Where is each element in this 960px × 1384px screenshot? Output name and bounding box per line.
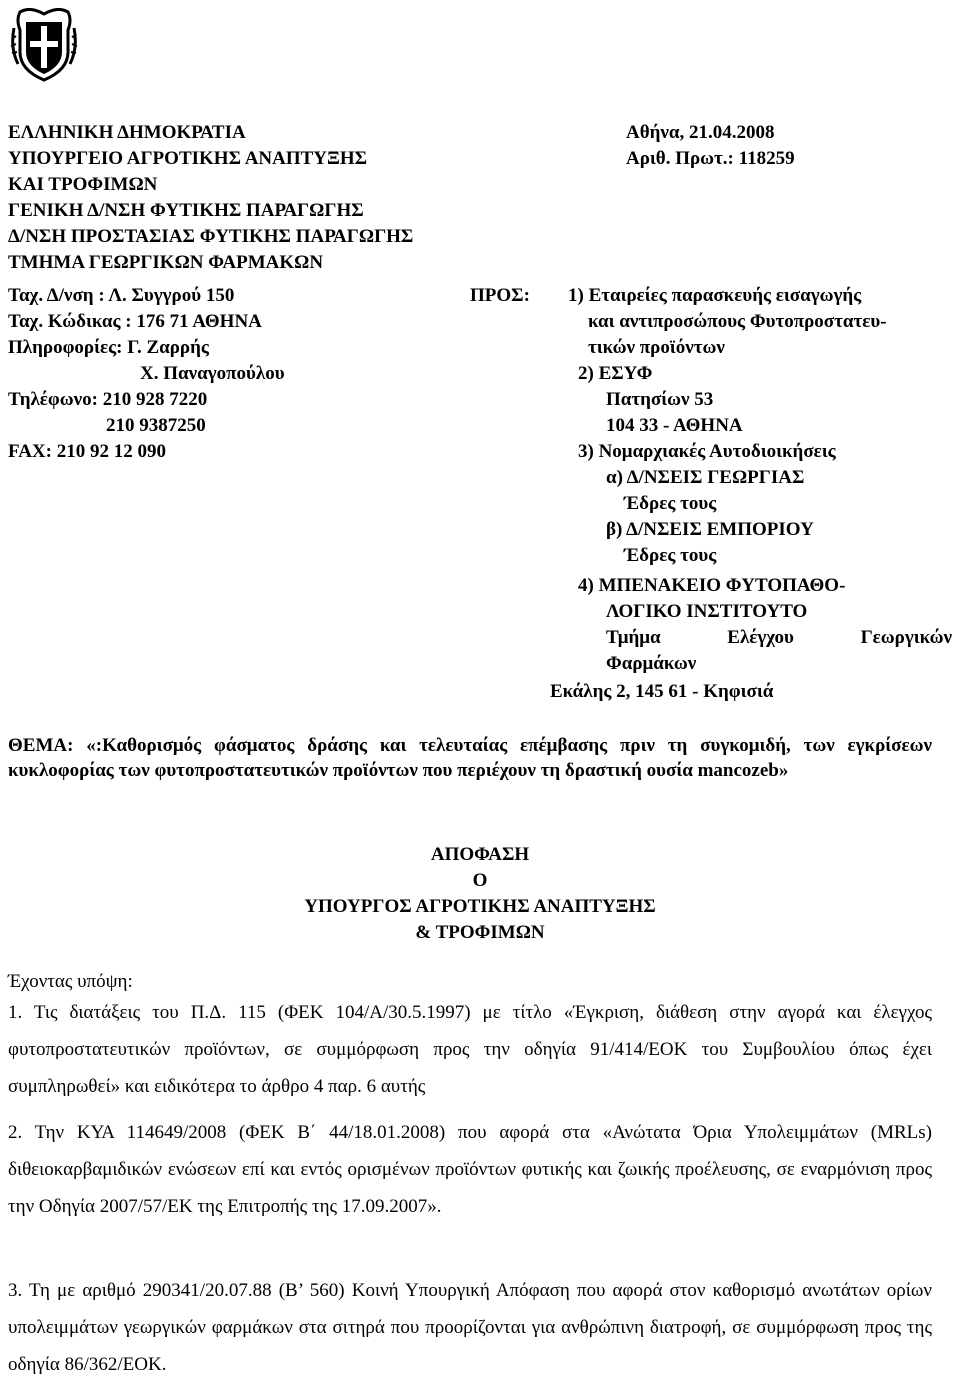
sender-line-11: Τηλέφωνο: 210 928 7220: [8, 389, 208, 410]
sender-line-2: ΥΠΟΥΡΓΕΙΟ ΑΓΡΟΤΙΚΗΣ ΑΝΑΠΤΥΞΗΣ: [8, 148, 368, 169]
recipient-line-15: Φαρμάκων: [606, 653, 697, 674]
recipient-line-1: 1) Εταιρείες παρασκευής εισαγωγής: [568, 285, 862, 306]
recipient-line-9: Έδρες τους: [624, 493, 717, 514]
sender-line-3: ΚΑΙ ΤΡΟΦΙΜΩΝ: [8, 174, 158, 195]
recipient-line-2: και αντιπροσώπους Φυτοπροστατευ-: [588, 311, 887, 332]
recipient-line-4: 2) ΕΣΥΦ: [578, 363, 653, 384]
date-line: Αθήνα, 21.04.2008: [626, 122, 775, 143]
sender-line-6: ΤΜΗΜΑ ΓΕΩΡΓΙΚΩΝ ΦΑΡΜΑΚΩΝ: [8, 252, 324, 273]
recipient-line-13: ΛΟΓΙΚΟ ΙΝΣΤΙΤΟΥΤΟ: [606, 601, 808, 622]
sender-line-13: FAX: 210 92 12 090: [8, 441, 166, 462]
recipient-line-11: Έδρες τους: [624, 545, 717, 566]
consideration-item-3: 3. Τη με αριθμό 290341/20.07.88 (Β’ 560) Κοινή Υπουργική Απόφαση που αφορά στον καθορισμό ανωτάτων ορίων υπολειμμάτων γεωργικών φαρμάκων στα σιτηρά που προορίζονται για ανθρώπινη διατροφή, σε συμμόρφωση προς της οδηγία 86/362/ΕΟΚ.: [8, 1280, 932, 1375]
decision-line-1: ΑΠΟΦΑΣΗ: [430, 844, 530, 865]
consideration-item-1: 1. Τις διατάξεις του Π.Δ. 115 (ΦΕΚ 104/Α/30.5.1997) με τίτλο «Έγκριση, διάθεση στην αγορά και έλεγχος φυτοπροστατευτικών προϊόντων, σε συμμόρφωση προς την οδηγία 91/414/ΕΟΚ του Συμβουλίου όπως έχει συμπληρωθεί» και ειδικότερα το άρθρο 4 παρ. 6 αυτής: [8, 1002, 932, 1097]
sender-line-5: Δ/ΝΣΗ ΠΡΟΣΤΑΣΙΑΣ ΦΥΤΙΚΗΣ ΠΑΡΑΓΩΓΗΣ: [8, 226, 414, 247]
recipient-line-7: 3) Νομαρχιακές Αυτοδιοικήσεις: [578, 441, 836, 462]
decision-line-4: & ΤΡΟΦΙΜΩΝ: [415, 922, 545, 943]
greek-coat-of-arms-icon: [10, 8, 78, 82]
protocol-line: Αριθ. Πρωτ.: 118259: [626, 148, 795, 169]
sender-line-1: ΕΛΛΗΝΙΚΗ ΔΗΜΟΚΡΑΤΙΑ: [8, 122, 246, 143]
considering-label: Έχοντας υπόψη:: [8, 971, 133, 992]
recipient-line-10: β) Δ/ΝΣΕΙΣ ΕΜΠΟΡΙΟΥ: [606, 519, 814, 540]
sender-line-12: 210 9387250: [106, 415, 206, 436]
sender-line-9: Πληροφορίες: Γ. Ζαρρής: [8, 337, 209, 358]
recipient-line-14: Τμήμα Ελέγχου Γεωργικών: [606, 627, 952, 648]
recipient-line-12: 4) ΜΠΕΝΑΚΕΙΟ ΦΥΤΟΠΑΘΟ-: [578, 575, 846, 596]
consideration-item-2: 2. Την ΚΥΑ 114649/2008 (ΦΕΚ Β΄ 44/18.01.2008) που αφορά στα «Ανώτατα Όρια Υπολειμμάτων (MRLs) διθειοκαρβαμιδικών ενώσεων επί και εντός ορισμένων προϊόντων φυτικής και ζωικής προέλευσης, σε εναρμόνιση προς την Οδηγία 2007/57/ΕΚ της Επιτροπής της 17.09.2007».: [8, 1122, 932, 1217]
sender-line-8: Ταχ. Κώδικας : 176 71 ΑΘΗΝΑ: [8, 311, 262, 332]
sender-line-7: Ταχ. Δ/νση : Λ. Συγγρού 150: [8, 285, 235, 306]
recipient-line-6: 104 33 - ΑΘΗΝΑ: [606, 415, 743, 436]
recipient-line-3: τικών προϊόντων: [588, 337, 725, 358]
decision-line-2: Ο: [472, 870, 488, 891]
recipients-label: ΠΡΟΣ:: [470, 285, 530, 306]
recipient-line-16: Εκάλης 2, 145 61 - Κηφισιά: [550, 681, 774, 702]
decision-line-3: ΥΠΟΥΡΓΟΣ ΑΓΡΟΤΙΚΗΣ ΑΝΑΠΤΥΞΗΣ: [304, 896, 656, 917]
recipient-line-8: α) Δ/ΝΣΕΙΣ ΓΕΩΡΓΙΑΣ: [606, 467, 805, 488]
sender-line-10: Χ. Παναγοπούλου: [140, 363, 285, 384]
recipient-line-5: Πατησίων 53: [606, 389, 714, 410]
sender-line-4: ΓΕΝΙΚΗ Δ/ΝΣΗ ΦΥΤΙΚΗΣ ΠΑΡΑΓΩΓΗΣ: [8, 200, 364, 221]
subject-paragraph: ΘΕΜΑ: «:Καθορισμός φάσματος δράσης και τελευταίας επέμβασης πριν τη συγκομιδή, των εγκρίσεων κυκλοφορίας των φυτοπροστατευτικών προϊόντων που περιέχουν τη δραστική ουσία mancozeb»: [8, 735, 932, 781]
